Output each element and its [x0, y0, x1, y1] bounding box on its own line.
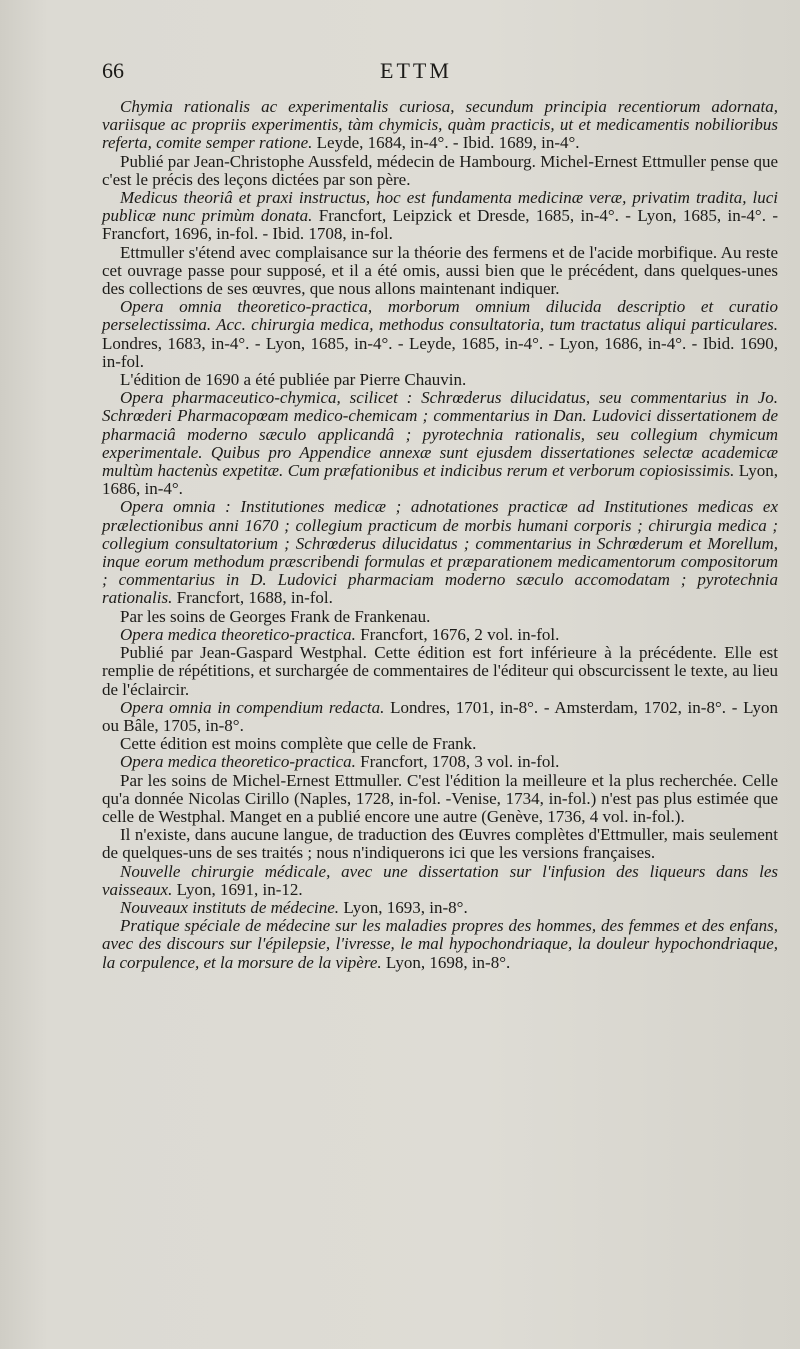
- bibliography-entry: [102, 899, 778, 917]
- entry-publication: Leyde, 1684, in-4°. - Ibid. 1689, in-4°.: [312, 133, 580, 153]
- entry-title: Nouvelle chirurgie médicale, avec une dissertation sur l'infusion des liqueurs dans les vaisseaux.: [102, 861, 778, 899]
- entry-publication: Francfort, 1708, 3 vol. in-fol.: [355, 752, 560, 772]
- page-number: 66: [102, 58, 124, 83]
- entry-title: Opera omnia in compendium redacta.: [120, 697, 385, 717]
- commentary-paragraph: Par les soins de Michel-Ernest Ettmuller. C'est l'édition la meilleure et la plus recherchée. Celle qu'a donnée Nicolas Cirillo (Naples, 1728, in-fol. -Venise, 1734, in-fol.) n'est pas plus estimée que celle de Westphal. Manget en a publié encore une autre (Genève, 1736, 4 vol. in-fol.).: [102, 770, 778, 826]
- entry-publication: Lyon, 1691, in-12.: [172, 879, 303, 899]
- entry-title: Opera omnia : Institutiones medicæ ; adnotationes practicæ ad Institutiones medicas ex prælectionibus anni 1670 ; collegium practicum de morbis humani corporis ; chirurgia medica ; collegium consultatorium ; Schrœderus dilucidatus ; commentarius in Schrœderum et Morellum, inque eorum methodum præscribendi formulas et præparationem medicamentorum compositorum ; commentarius in D. Ludovici pharmaciam moderno sæculo accomodatam ; pyrotechnia rationalis.: [102, 497, 778, 608]
- entry-publication: Lyon, 1698, in-8°.: [381, 952, 511, 972]
- bibliography-entry: [102, 699, 778, 735]
- entry-publication: Lyon, 1686, in-4°.: [102, 461, 778, 499]
- bibliography-entry: [102, 298, 778, 371]
- bibliography-entry: [102, 863, 778, 899]
- bibliography-entry: [102, 626, 778, 644]
- entry-title: Chymia rationalis ac experimentalis curiosa, secundum principia recentiorum adornata, variisque ac propriis experimentis, tàm chymicis, quàm practicis, ut et medicamentis nobilioribus referta, comite semper ratione.: [102, 97, 778, 153]
- entry-publication: Londres, 1683, in-4°. - Lyon, 1685, in-4°. - Leyde, 1685, in-4°. - Lyon, 1686, in-4°. - Ibid. 1690, in-fol.: [102, 333, 778, 371]
- entry-publication: Francfort, 1688, in-fol.: [172, 588, 333, 608]
- page-header: [102, 58, 778, 98]
- entry-title: Pratique spéciale de médecine sur les maladies propres des hommes, des femmes et des enfans, avec des discours sur l'épilepsie, l'ivresse, le mal hypochondriaque, la douleur hypochondriaque, la corpulence, et la morsure de la vipère.: [102, 916, 778, 972]
- entry-publication: Londres, 1701, in-8°. - Amsterdam, 1702, in-8°. - Lyon ou Bâle, 1705, in-8°.: [102, 697, 779, 735]
- entry-title: Opera medica theoretico-practica.: [120, 624, 356, 644]
- commentary-paragraph: Par les soins de Georges Frank de Frankenau.: [120, 606, 431, 626]
- commentary-paragraph: L'édition de 1690 a été publiée par Pierre Chauvin.: [120, 370, 467, 390]
- entry-title: Opera pharmaceutico-chymica, scilicet : Schrœderus dilucidatus, seu commentarius in Jo. Schrœderi Pharmacopœam medico-chemicam ; commentarius in Dan. Ludovici dissertationem de pharmaciâ moderno sæculo applicandâ ; pyrotechnia rationalis, seu collegium chymicum experimentale. Quibus pro Appendice annexæ sunt ejusdem dissertationes selectæ academicæ multùm hactenùs expetitæ. Cum præfationibus et indicibus rerum et verborum copiosissimis.: [102, 388, 778, 481]
- entry-title: Medicus theoriâ et praxi instructus, hoc est fundamenta medicinæ veræ, privatim tradita, luci publicæ nunc primùm donata.: [102, 188, 778, 226]
- bibliography-entry: [102, 189, 778, 244]
- entry-publication: Francfort, Leipzick et Dresde, 1685, in-4°. - Lyon, 1685, in-4°. - Francfort, 1696, in-fol. - Ibid. 1708, in-fol.: [102, 206, 779, 244]
- commentary-paragraph: Cette édition est moins complète que celle de Frank.: [120, 734, 477, 754]
- entry-publication: Francfort, 1676, 2 vol. in-fol.: [355, 624, 560, 644]
- bibliography-entry: [102, 917, 778, 972]
- commentary-paragraph: Ettmuller s'étend avec complaisance sur la théorie des fermens et de l'acide morbifique. Au reste cet ouvrage passe pour supposé, et il a été omis, aussi bien que le précédent, dans quelques-unes des collections de ses œuvres, que nous allons maintenant indiquer.: [102, 242, 778, 299]
- bibliography-entry: [102, 753, 778, 771]
- commentary-paragraph: Publié par Jean-Gaspard Westphal. Cette édition est fort inférieure à la précédente. Elle est remplie de répétitions, et surchargée de commentaires de l'éditeur qui obscurcissent le texte, au lieu de l'éclaircir.: [102, 643, 778, 699]
- commentary-paragraph: Publié par Jean-Christophe Aussfeld, médecin de Hambourg. Michel-Ernest Ettmuller pense que c'est le précis des leçons dictées par son père.: [102, 151, 778, 189]
- bibliography-entry: [102, 98, 778, 153]
- entry-title: Opera medica theoretico-practica.: [120, 752, 356, 772]
- commentary-paragraph: Il n'existe, dans aucune langue, de traduction des Œuvres complètes d'Ettmuller, mais seulement de quelques-uns de ses traités ; nous n'indiquerons ici que les versions françaises.: [102, 825, 778, 863]
- running-head: ETTM: [380, 58, 452, 83]
- bibliography-entry: [102, 389, 778, 498]
- entry-title: Opera omnia theoretico-practica, morborum omnium dilucida descriptio et curatio perselectissima. Acc. chirurgia medica, methodus consultatoria, tum tractatus aliqui particulares.: [102, 297, 778, 335]
- entry-title: Nouveaux instituts de médecine.: [120, 897, 340, 917]
- bibliography-entry: [102, 498, 778, 607]
- entry-publication: Lyon, 1693, in-8°.: [339, 897, 468, 917]
- page-body: [102, 98, 778, 972]
